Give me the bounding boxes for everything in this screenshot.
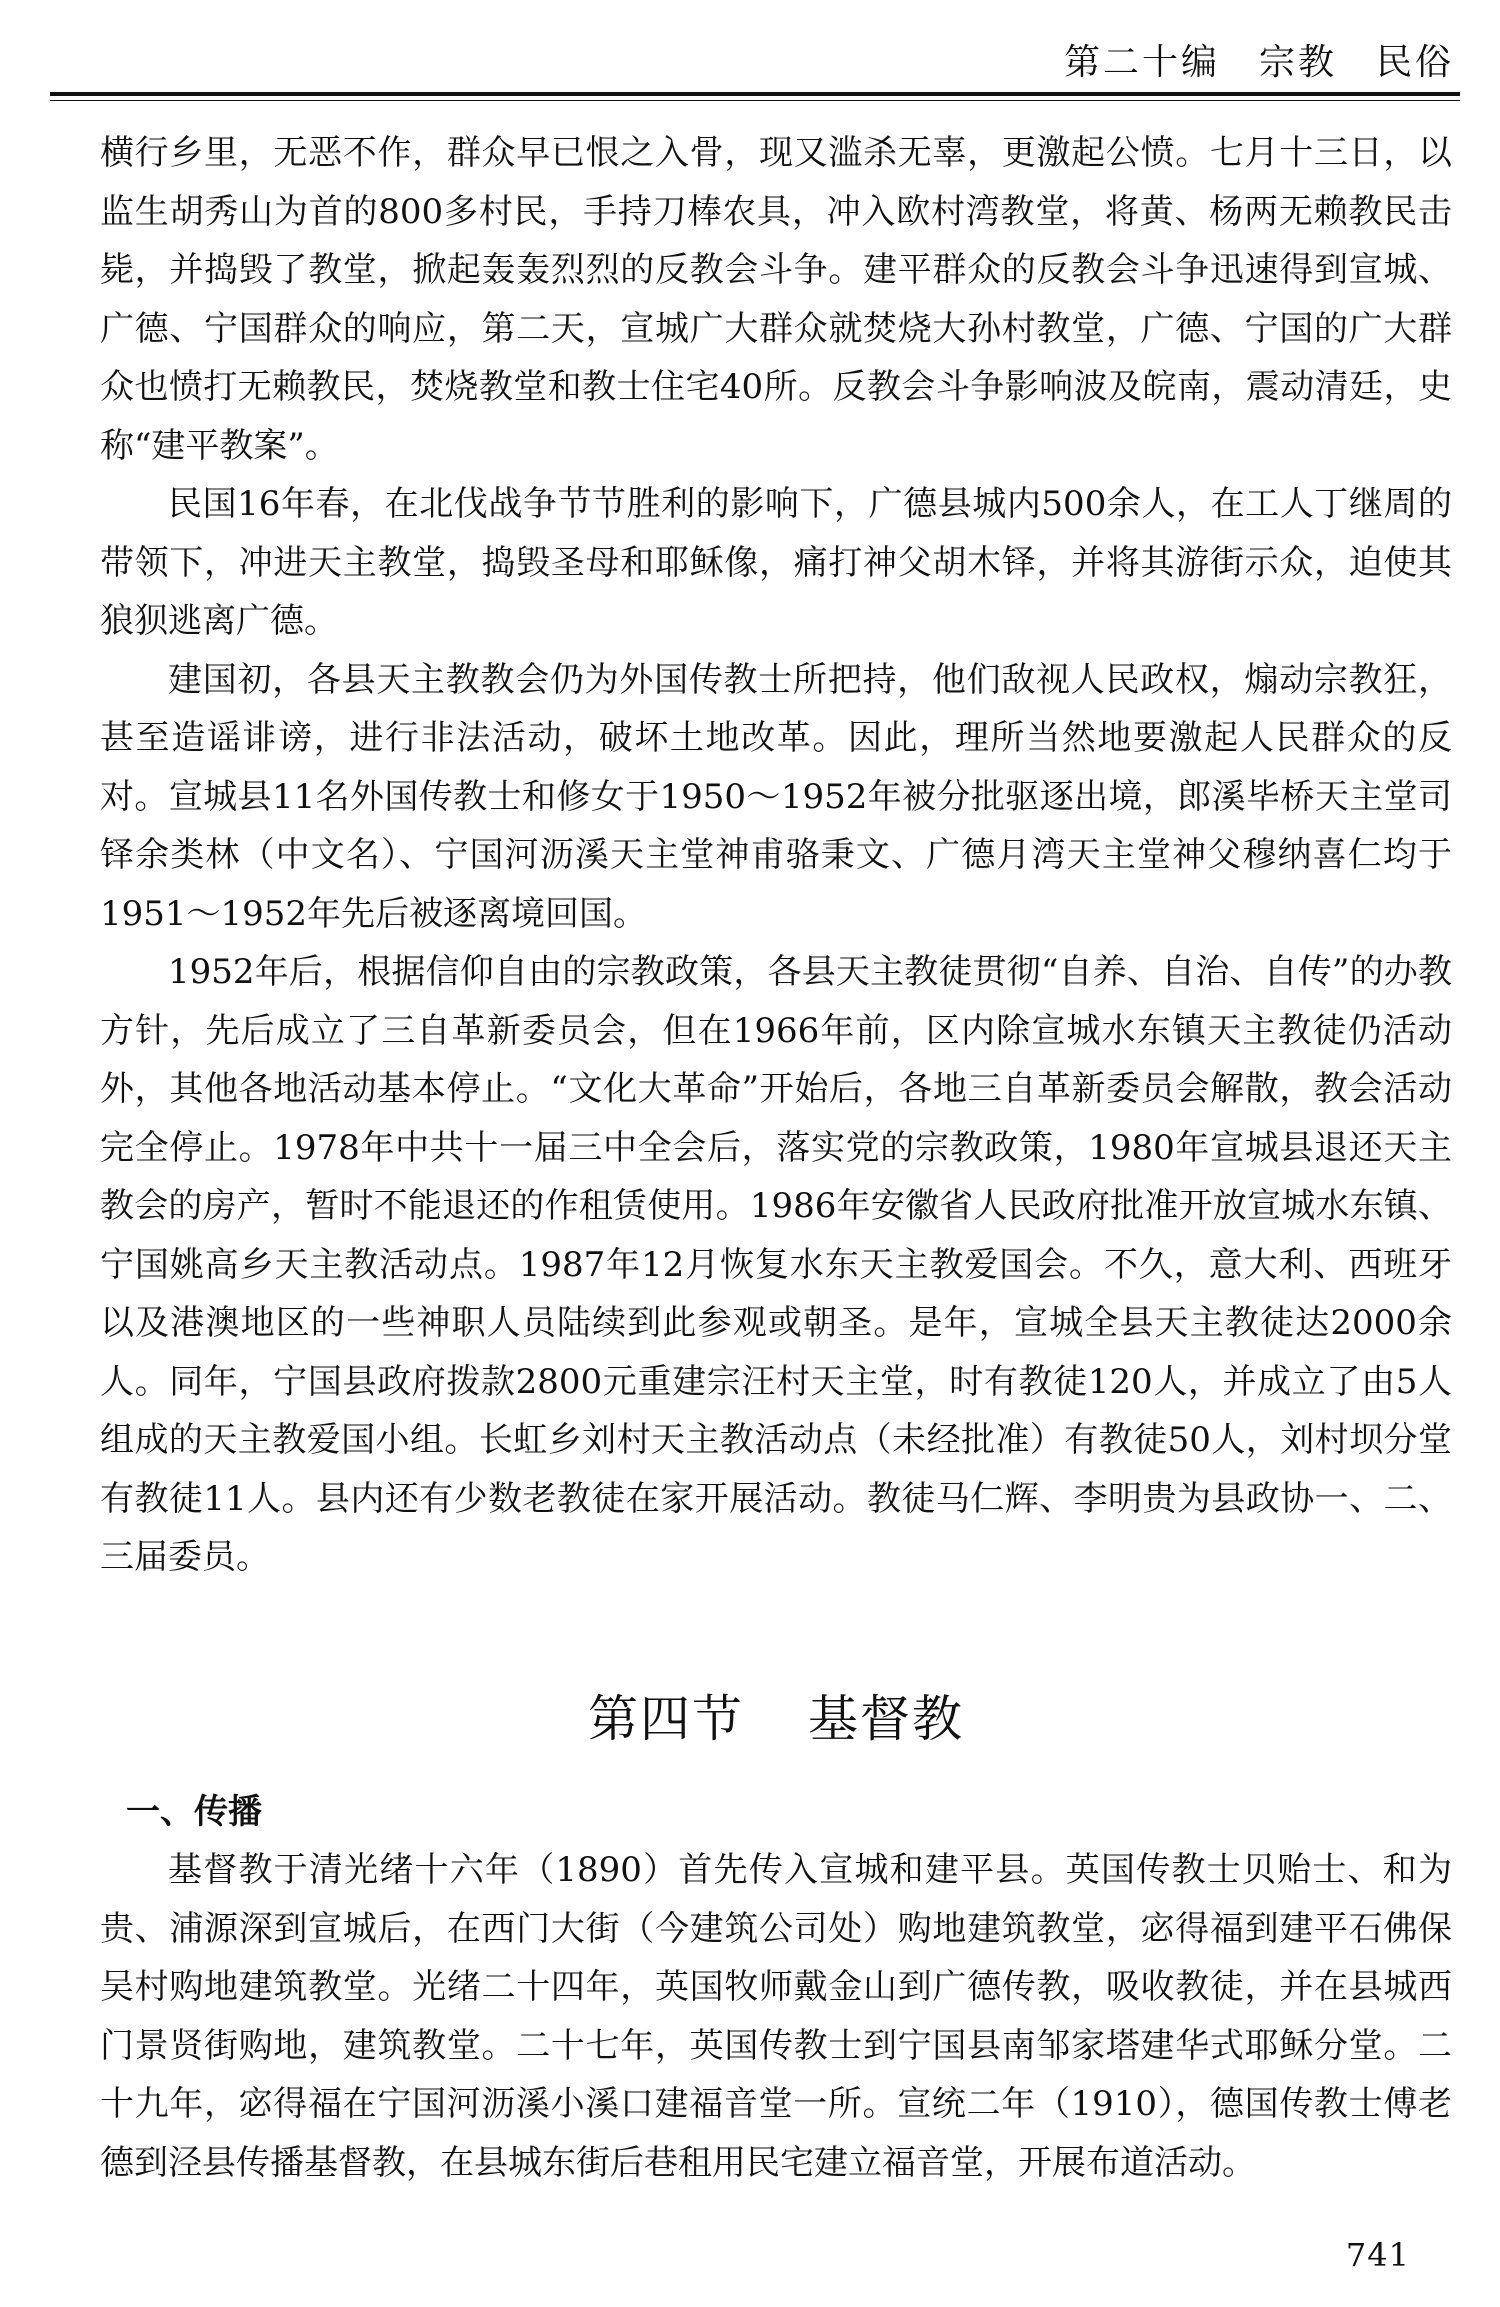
- running-header: 第二十编 宗教 民俗: [1063, 42, 1454, 83]
- subsection-paragraph: 基督教于清光绪十六年（1890）首先传入宣城和建平县。英国传教士贝贻士、和为贵、浦源深到宣城后，在西门大街（今建筑公司处）购地建筑教堂，宓得福到建平石佛保吴村购地建筑教堂。光绪二十四年，英国牧师戴金山到广德传教，吸收教徒，并在县城西门景贤街购地，建筑教堂。二十七年，英国传教士到宁国县南邹家塔建华式耶稣分堂。二十九年，宓得福在宁国河沥溪小溪口建福音堂一所。宣统二年（1910），德国传教士傅老德到泾县传播基督教，在县城东街后巷租用民宅建立福音堂，开展布道活动。: [100, 1850, 1452, 2183]
- header-rule-thin: [50, 100, 1460, 101]
- body-paragraph-1: 横行乡里，无恶不作，群众早已恨之入骨，现又滥杀无辜，更激起公愤。七月十三日，以监生胡秀山为首的800多村民，手持刀棒农具，冲入欧村湾教堂，将黄、杨两无赖教民击毙，并捣毁了教堂，掀起轰轰烈烈的反教会斗争。建平群众的反教会斗争迅速得到宣城、广德、宁国群众的响应，第二天，宣城广大群众就焚烧大孙村教堂，广德、宁国的广大群众也愤打无赖教民，焚烧教堂和教士住宅40所。反教会斗争影响波及皖南，震动清廷，史称“建平教案”。: [100, 133, 1452, 466]
- body-paragraph-2: 民国16年春，在北伐战争节节胜利的影响下，广德县城内500余人，在工人丁继周的带领下，冲进天主教堂，捣毁圣母和耶稣像，痛打神父胡木铎，并将其游街示众，迫使其狼狈逃离广德。: [100, 484, 1452, 641]
- body-paragraph-4: 1952年后，根据信仰自由的宗教政策，各县天主教徒贯彻“自养、自治、自传”的办教方针，先后成立了三自革新委员会，但在1966年前，区内除宣城水东镇天主教徒仍活动外，其他各地活动基本停止。“文化大革命”开始后，各地三自革新委员会解散，教会活动完全停止。1978年中共十一届三中全会后，落实党的宗教政策，1980年宣城县退还天主教会的房产，暂时不能退还的作租赁使用。1986年安徽省人民政府批准开放宣城水东镇、宁国姚高乡天主教活动点。1987年12月恢复水东天主教爱国会。不久，意大利、西班牙以及港澳地区的一些神职人员陆续到此参观或朝圣。是年，宣城全县天主教徒达2000余人。同年，宁国县政府拨款2800元重建宗汪村天主堂，时有教徒120人，并成立了由5人组成的天主教爱国小组。长虹乡刘村天主教活动点（未经批准）有教徒50人，刘村坝分堂有教徒11人。县内还有少数老教徒在家开展活动。教徒马仁辉、李明贵为县政协一、二、三届委员。: [100, 952, 1452, 1577]
- section-number: 第四节: [588, 1689, 744, 1748]
- header-rule-thick: [50, 92, 1460, 96]
- body-paragraph-3: 建国初，各县天主教教会仍为外国传教士所把持，他们敌视人民政权，煽动宗教狂，甚至造谣诽谤，进行非法活动，破坏土地改革。因此，理所当然地要激起人民群众的反对。宣城县11名外国传教士和修女于1950～1952年被分批驱逐出境，郎溪毕桥天主堂司铎余类林（中文名）、宁国河沥溪天主堂神甫骆秉文、广德月湾天主堂神父穆纳喜仁均于1951～1952年先后被逐离境回国。: [100, 659, 1452, 934]
- section-title: [100, 1673, 1452, 1765]
- section-name: 基督教: [808, 1689, 964, 1748]
- subsection-heading: 一、传播: [126, 1791, 262, 1832]
- page-number: 741: [1345, 2236, 1410, 2274]
- page-body: [100, 124, 1452, 2192]
